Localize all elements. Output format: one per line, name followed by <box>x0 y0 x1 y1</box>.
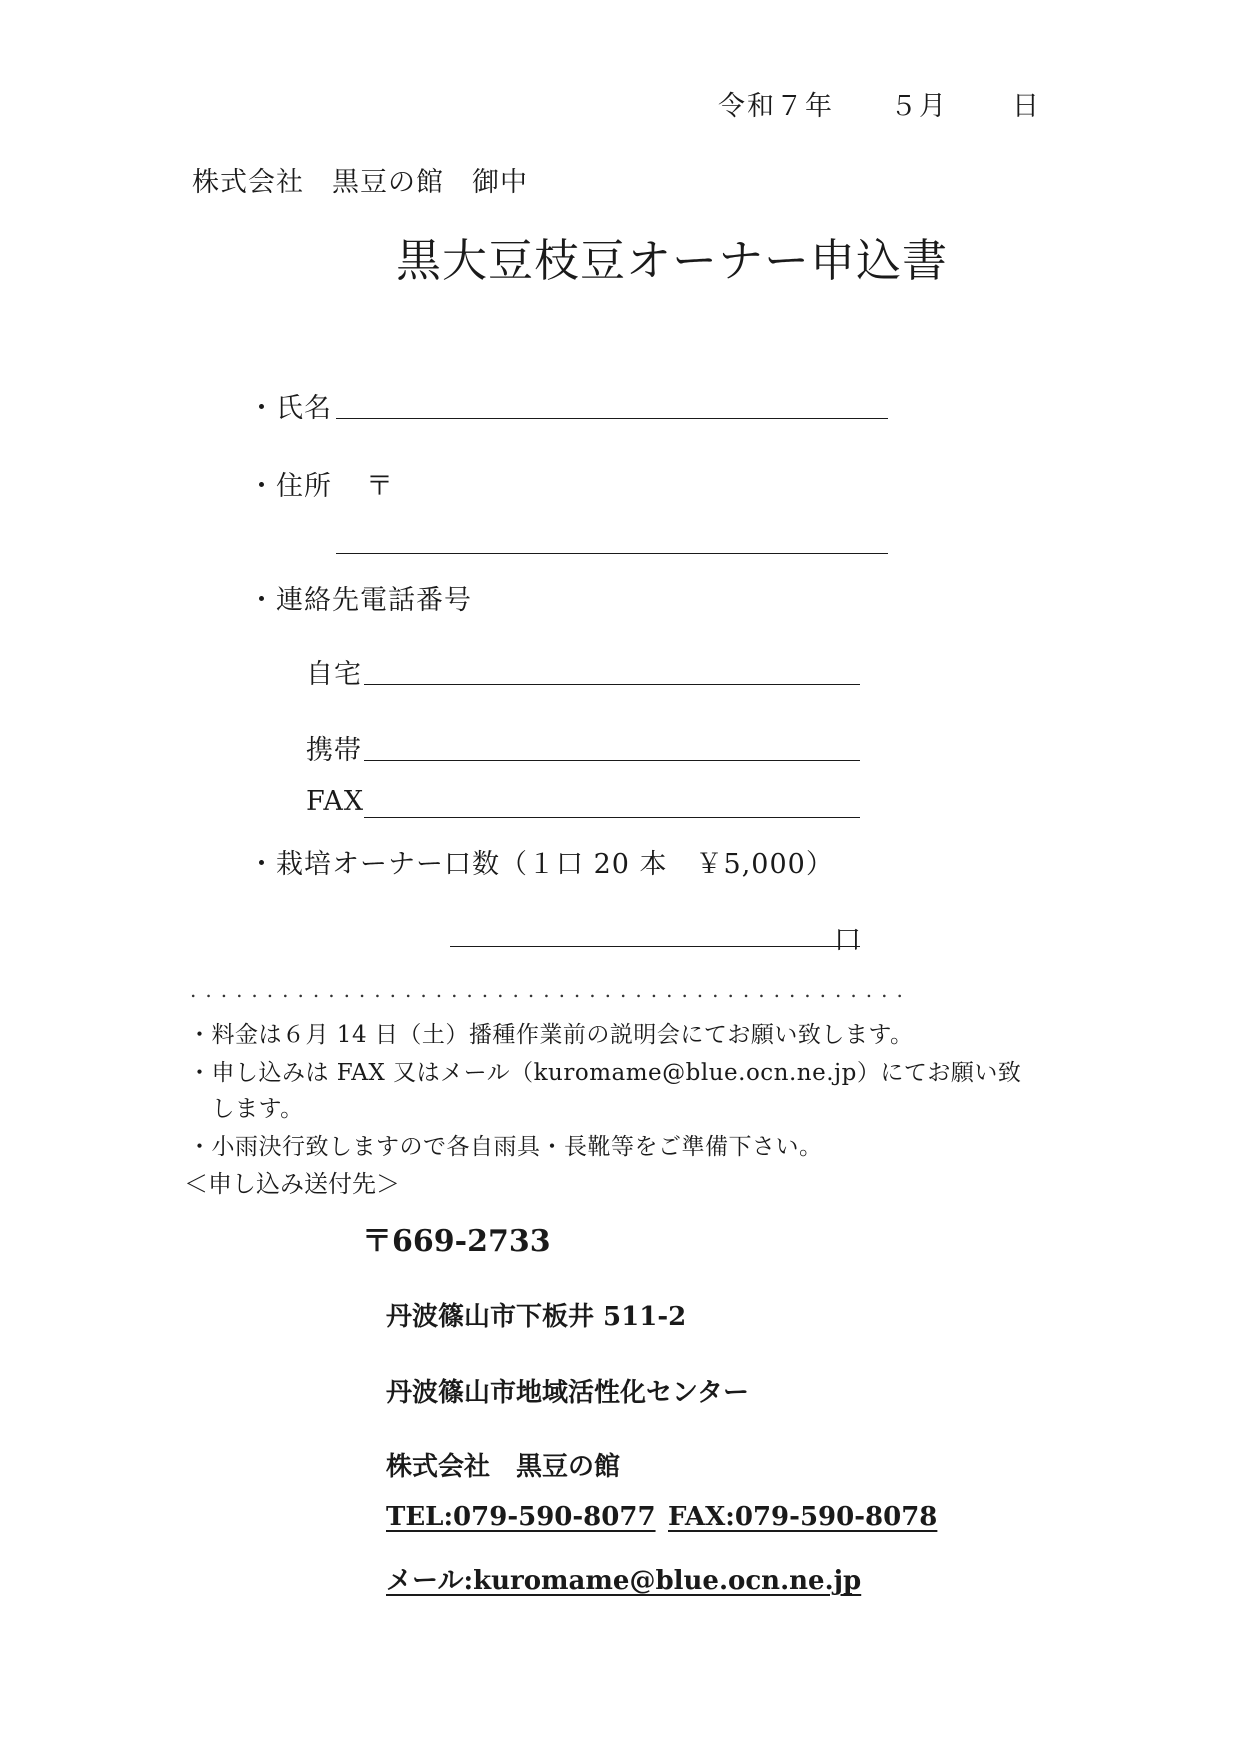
note-rain: ・小雨決行致しますので各自雨具・長靴等をご準備下さい。 <box>188 1134 823 1160</box>
units-field[interactable] <box>450 946 860 947</box>
mobile-phone-label: 携帯 <box>306 735 362 766</box>
address-field[interactable] <box>336 553 888 554</box>
note-fee: ・料金は６月 14 日（土）播種作業前の説明会にてお願い致します。 <box>188 1022 914 1048</box>
send-to-address: 丹波篠山市下板井 511-2 <box>386 1302 687 1332</box>
send-to-fax: FAX:079-590-8078 <box>668 1502 938 1532</box>
date-day-label: 日 <box>1012 91 1041 122</box>
send-to-facility: 丹波篠山市地域活性化センター <box>386 1378 749 1408</box>
date-month: ５月 <box>890 91 948 122</box>
dotted-separator: ............................................... <box>190 978 912 1002</box>
postal-mark: 〒 <box>366 471 394 502</box>
fax-label: FAX <box>306 786 365 817</box>
document-title: 黒大豆枝豆オーナー申込書 <box>396 234 949 287</box>
date-line <box>718 84 1041 123</box>
name-label: ・氏名 <box>248 393 332 424</box>
units-label: ・栽培オーナー口数（１口 20 本 ￥5,000） <box>248 849 834 880</box>
send-to-email-link[interactable]: メール:kuromame@blue.ocn.ne.jp <box>386 1566 862 1596</box>
name-field[interactable] <box>336 418 888 419</box>
home-phone-label: 自宅 <box>306 659 362 690</box>
send-to-company: 株式会社 黒豆の館 <box>386 1452 621 1482</box>
mobile-phone-field[interactable] <box>364 760 860 761</box>
note-apply: ・申し込みは FAX 又はメール（kuromame@blue.ocn.ne.jp）にてお願い致 <box>188 1060 1022 1086</box>
units-suffix: 口 <box>834 925 862 956</box>
addressee: 株式会社 黒豆の館 御中 <box>192 167 528 198</box>
send-to-postal: 〒669-2733 <box>362 1224 551 1259</box>
home-phone-field[interactable] <box>364 684 860 685</box>
note-apply-cont: します。 <box>188 1096 304 1122</box>
fax-field[interactable] <box>364 817 860 818</box>
send-to-heading: ＜申し込み送付先＞ <box>184 1170 400 1198</box>
address-label: ・住所 <box>248 471 332 502</box>
phone-label: ・連絡先電話番号 <box>248 585 472 616</box>
send-to-tel: TEL:079-590-8077 <box>386 1502 656 1532</box>
date-era: 令和７年 <box>718 91 834 122</box>
